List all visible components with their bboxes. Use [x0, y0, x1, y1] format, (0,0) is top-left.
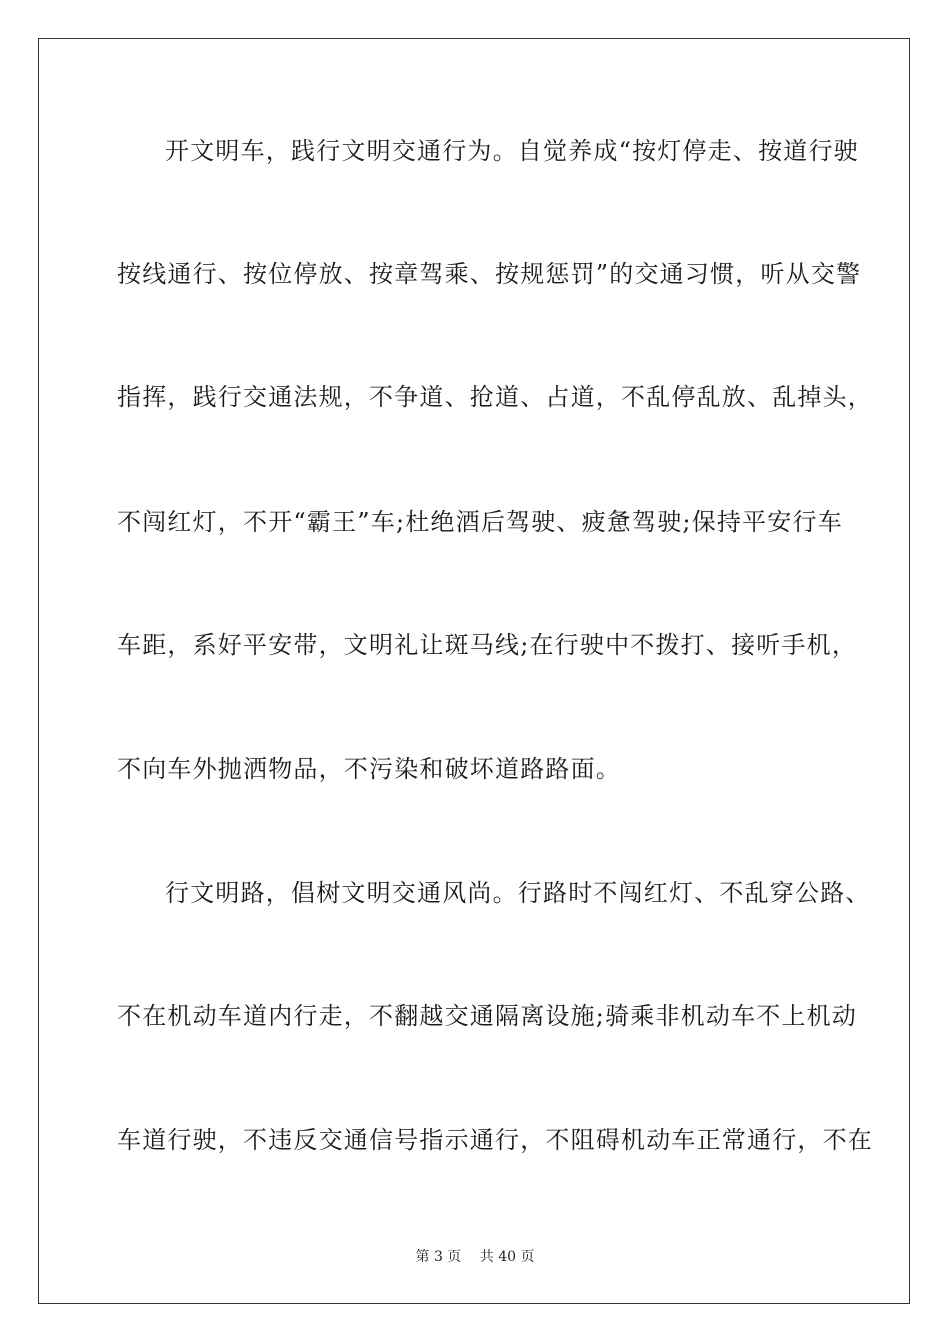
- paragraph-1-line-1: 开文明车，践行文明交通行为。自觉养成“按灯停走、按道行驶: [165, 137, 859, 165]
- page-number-footer: 第 3 页 共 40 页: [415, 1249, 535, 1265]
- paragraph-1-line-6: 不向车外抛洒物品，不污染和破坏道路路面。: [117, 755, 621, 783]
- paragraph-2-line-2: 不在机动车道内行走，不翻越交通隔离设施;骑乘非机动车不上机动: [117, 1002, 858, 1030]
- paragraph-2-line-1: 行文明路，倡树文明交通风尚。行路时不闯红灯、不乱穿公路、: [165, 879, 871, 907]
- paragraph-1-line-3: 指挥，践行交通法规，不争道、抢道、占道，不乱停乱放、乱掉头，: [117, 383, 873, 411]
- paragraph-1-line-4: 不闯红灯，不开“霸王”车;杜绝酒后驾驶、疲惫驾驶;保持平安行车: [117, 508, 843, 536]
- paragraph-1-line-5: 车距，系好平安带，文明礼让斑马线;在行驶中不拨打、接听手机，: [117, 631, 858, 659]
- paragraph-1-line-2: 按线通行、按位停放、按章驾乘、按规惩罚”的交通习惯，听从交警: [117, 260, 862, 288]
- paragraph-2-line-3: 车道行驶，不违反交通信号指示通行，不阻碍机动车正常通行，不在: [117, 1126, 873, 1154]
- page-border: [38, 38, 910, 1304]
